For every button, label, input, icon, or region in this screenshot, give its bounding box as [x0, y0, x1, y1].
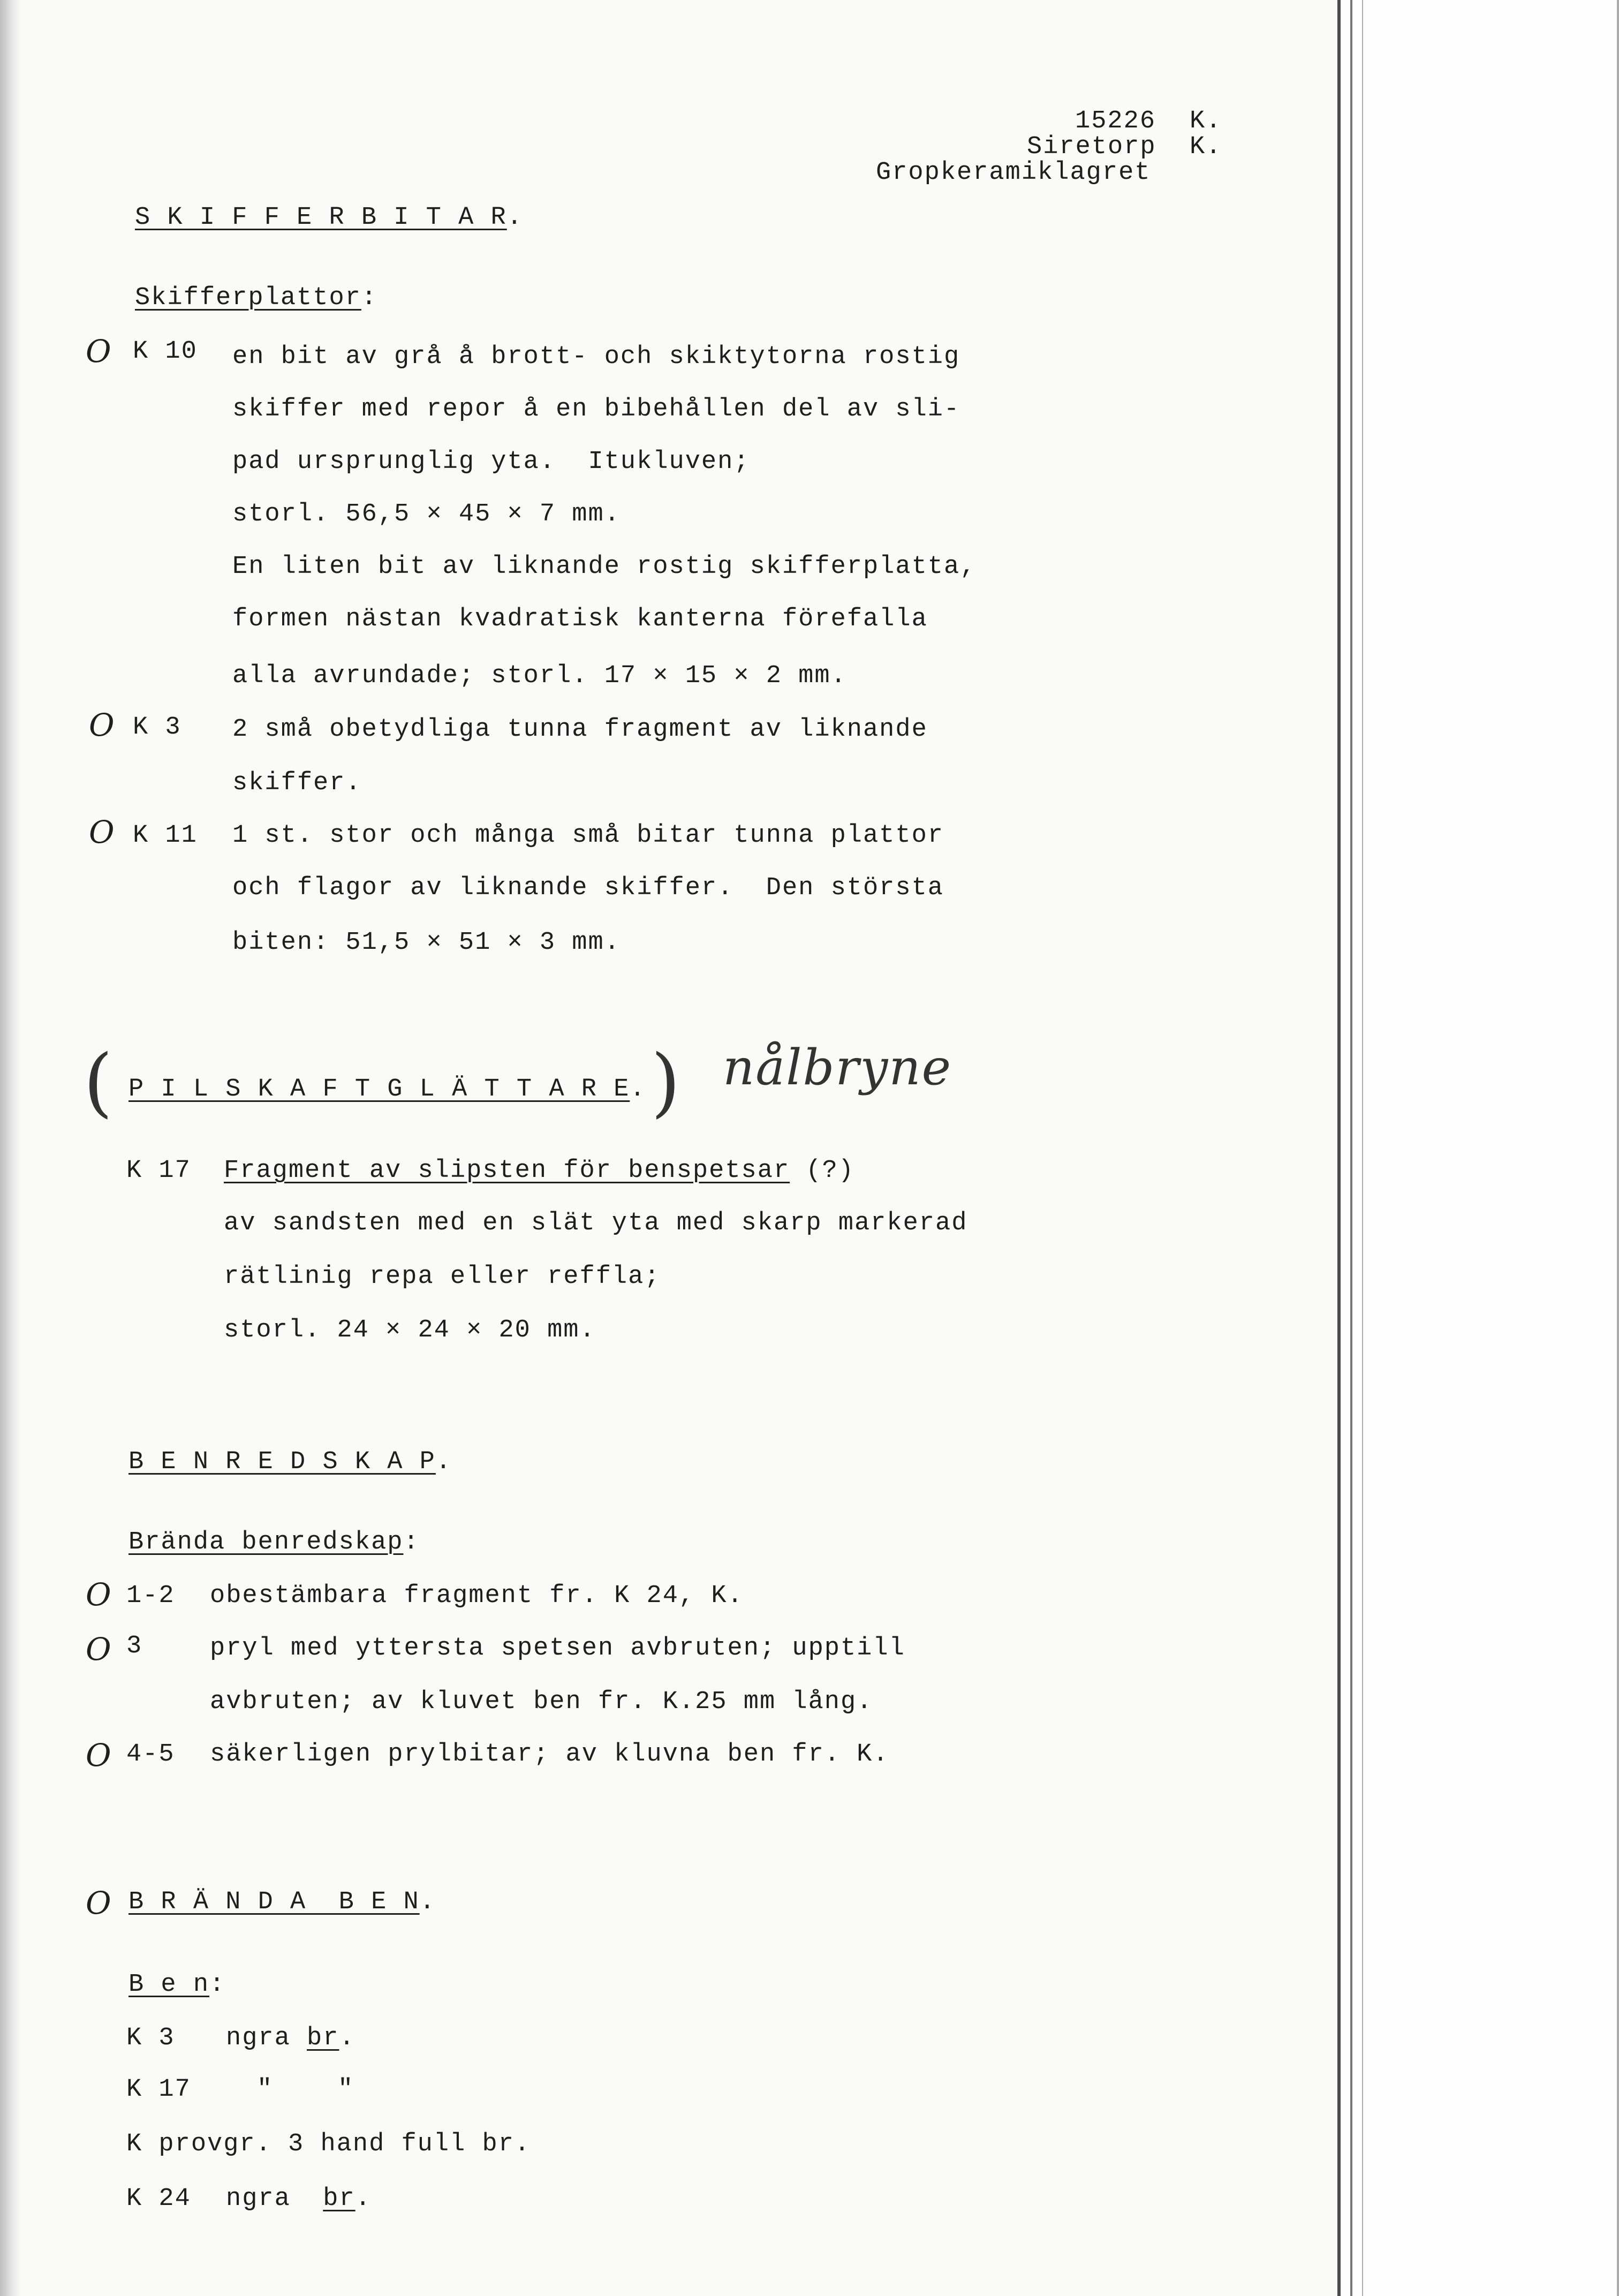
- item-number: 4-5: [126, 1740, 175, 1769]
- entry-line: 1 st. stor och många små bitar tunna plattor: [232, 821, 944, 850]
- item-number: 3: [126, 1632, 143, 1660]
- entry-line: En liten bit av liknande rostig skifferplatta,: [232, 553, 977, 581]
- catalog-suffix: K.: [1190, 107, 1222, 135]
- layer-name: Gropkeramiklagret: [876, 158, 1151, 187]
- handwritten-bracket-close: ): [651, 1039, 680, 1126]
- entry-id: K 17: [126, 2075, 191, 2104]
- entry-line: 2 små obetydliga tunna fragment av liknande: [232, 715, 928, 744]
- site-name: Siretorp: [1027, 133, 1156, 161]
- check-mark: O: [86, 1631, 112, 1667]
- scan-edge-left: [0, 0, 21, 2296]
- check-mark: O: [89, 814, 116, 850]
- entry-id: K 11: [133, 821, 198, 850]
- entry-line: och flagor av liknande skiffer. Den största: [232, 874, 944, 902]
- entry-line: pryl med yttersta spetsen avbruten; upptill: [210, 1634, 905, 1663]
- entry-line: avbruten; av kluvet ben fr. K.25 mm lång.: [210, 1688, 873, 1716]
- check-mark: O: [86, 333, 112, 369]
- check-mark: O: [86, 1737, 112, 1773]
- entry-id: K 17: [126, 1157, 191, 1185]
- entry-line: ngra br.: [226, 2185, 372, 2213]
- entry-id: K 10: [133, 337, 198, 366]
- entry-line: Fragment av slipsten för benspetsar (?): [224, 1157, 854, 1185]
- section-title-branda-ben: B R Ä N D A B E N.: [128, 1888, 436, 1916]
- entry-id: K 24: [126, 2185, 191, 2213]
- catalog-number: 15226: [1075, 107, 1156, 135]
- entry-id: K 3: [133, 713, 181, 742]
- entry-line: skiffer med repor å en bibehållen del av sli-: [232, 395, 960, 424]
- item-number: 1-2: [126, 1582, 175, 1610]
- handwritten-bracket-open: (: [84, 1039, 113, 1126]
- section-title-pilskaftglattare: P I L S K A F T G L Ä T T A R E.: [128, 1075, 646, 1104]
- scan-edge-right: [1337, 0, 1619, 2296]
- check-mark: O: [86, 1885, 112, 1921]
- entry-line: formen nästan kvadratisk kanterna förefalla: [232, 605, 928, 633]
- entry-line: alla avrundade; storl. 17 × 15 × 2 mm.: [232, 662, 847, 690]
- subheading-branda-benredskap: Brända benredskap:: [128, 1528, 420, 1557]
- document-page: [32, 0, 1338, 2296]
- entry-line: pad ursprunglig yta. Itukluven;: [232, 448, 750, 476]
- entry-line: " ": [257, 2075, 354, 2104]
- entry-line: ngra br.: [226, 2024, 355, 2052]
- entry-line: storl. 56,5 × 45 × 7 mm.: [232, 500, 621, 528]
- entry-line: säkerligen prylbitar; av kluvna ben fr. K.: [210, 1740, 889, 1769]
- check-mark: O: [89, 707, 116, 743]
- section-title-skifferbitar: S K I F F E R B I T A R.: [135, 203, 523, 232]
- section-title-benredskap: B E N R E D S K A P.: [128, 1448, 452, 1476]
- entry-line: obestämbara fragment fr. K 24, K.: [210, 1582, 744, 1610]
- entry-id: K 3: [126, 2024, 175, 2052]
- entry-line: K provgr. 3 hand full br.: [126, 2130, 531, 2158]
- subheading-skifferplattor: Skifferplattor:: [135, 284, 378, 312]
- entry-line: storl. 24 × 24 × 20 mm.: [224, 1316, 596, 1345]
- entry-line: skiffer.: [232, 769, 362, 797]
- check-mark: O: [86, 1576, 112, 1613]
- site-suffix: K.: [1190, 133, 1222, 161]
- handwritten-note: nålbryne: [723, 1039, 952, 1096]
- entry-line: en bit av grå å brott- och skiktytorna rostig: [232, 343, 960, 371]
- entry-line: biten: 51,5 × 51 × 3 mm.: [232, 928, 621, 957]
- entry-line: av sandsten med en slät yta med skarp markerad: [224, 1209, 968, 1237]
- subheading-ben: B e n:: [128, 1970, 226, 1999]
- entry-line: rätlinig repa eller reffla;: [224, 1263, 661, 1291]
